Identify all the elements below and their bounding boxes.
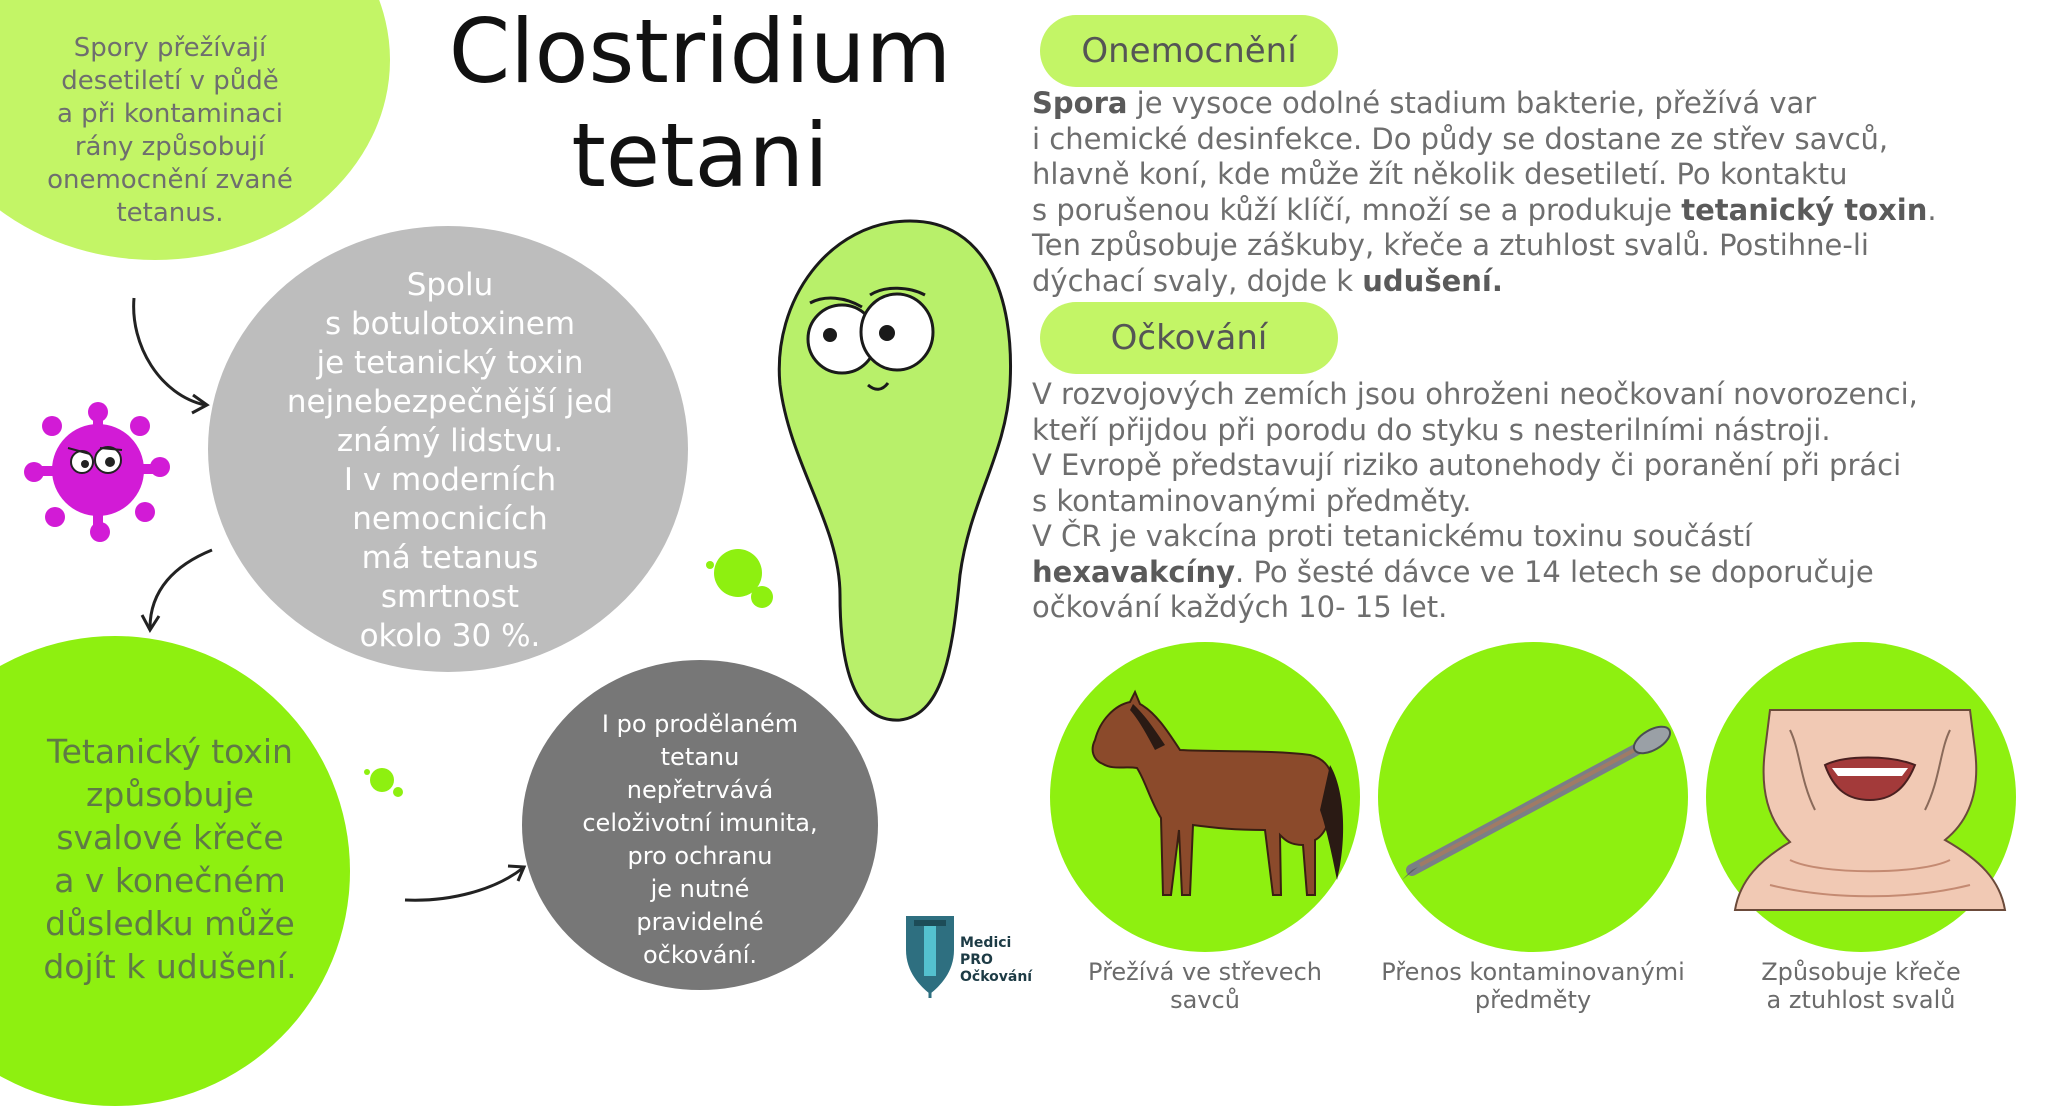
section-heading-disease: Onemocnění — [1040, 15, 1338, 87]
page-title: Clostridium tetani — [448, 0, 952, 207]
nail-icon — [1400, 715, 1700, 915]
green-dots-decoration — [700, 545, 780, 625]
top-left-bubble-text: Spory přežívají desetiletí v půdě a při kontaminaci rány způsobují onemocnění zvané tetanus. — [47, 33, 293, 228]
green-dots-decoration-small — [362, 760, 412, 810]
disease-paragraph: Spora je vysoce odolné stadium bakterie, přežívá var i chemické desinfekce. Do půdy se dostane ze střev savců, hlavně koní, kde může žít několik desetiletí. Po kontaktu s porušenou kůží klíčí, množí se a produkuje tetanický toxin. Ten způsobuje záškuby, křeče a ztuhlost svalů. Postihne-li dýchací svaly, dojde k udušení. — [1032, 86, 1937, 298]
bottom-left-bubble-text: Tetanický toxin způsobuje svalové křeče a v konečném důsledku může dojít k udušení. — [43, 732, 297, 986]
logo-text: Medici PRO Očkování — [960, 935, 1033, 985]
caption-nail: Přenos kontaminovanými předměty — [1381, 958, 1685, 1014]
virus-icon — [20, 392, 180, 552]
horse-icon — [1075, 690, 1355, 910]
dark-gray-bubble-text: I po prodělaném tetanu nepřetrvává celoživotní imunita, pro ochranu je nutné pravidelné očkování. — [582, 710, 818, 969]
section-heading-vaccination: Očkování — [1040, 302, 1338, 374]
syringe-shield-icon — [900, 910, 960, 1000]
center-gray-bubble-text: Spolu s botulotoxinem je tetanický toxin nejnebezpečnější jed známý lidstvu. I v moderních nemocnicích má tetanus smrtnost okolo 30 %. — [286, 267, 614, 654]
bacterium-character-icon — [770, 215, 1030, 735]
caption-face: Způsobuje křeče a ztuhlost svalů — [1761, 958, 1961, 1014]
vaccination-paragraph: V rozvojových zemích jsou ohroženi neočkovaní novorozenci, kteří přijdou při porodu do styku s nesterilními nástroji. V Evropě představují riziko autonehody či poranění při práci s kontaminovanými předměty. V ČR je vakcína proti tetanickému toxinu součástí hexavakcíny. Po šesté dávce ve 14 letech se doporučuje očkování každých 10- 15 let. — [1032, 377, 1918, 624]
tetanus-face-icon — [1730, 710, 2010, 940]
caption-horse: Přežívá ve střevech savců — [1088, 958, 1322, 1014]
